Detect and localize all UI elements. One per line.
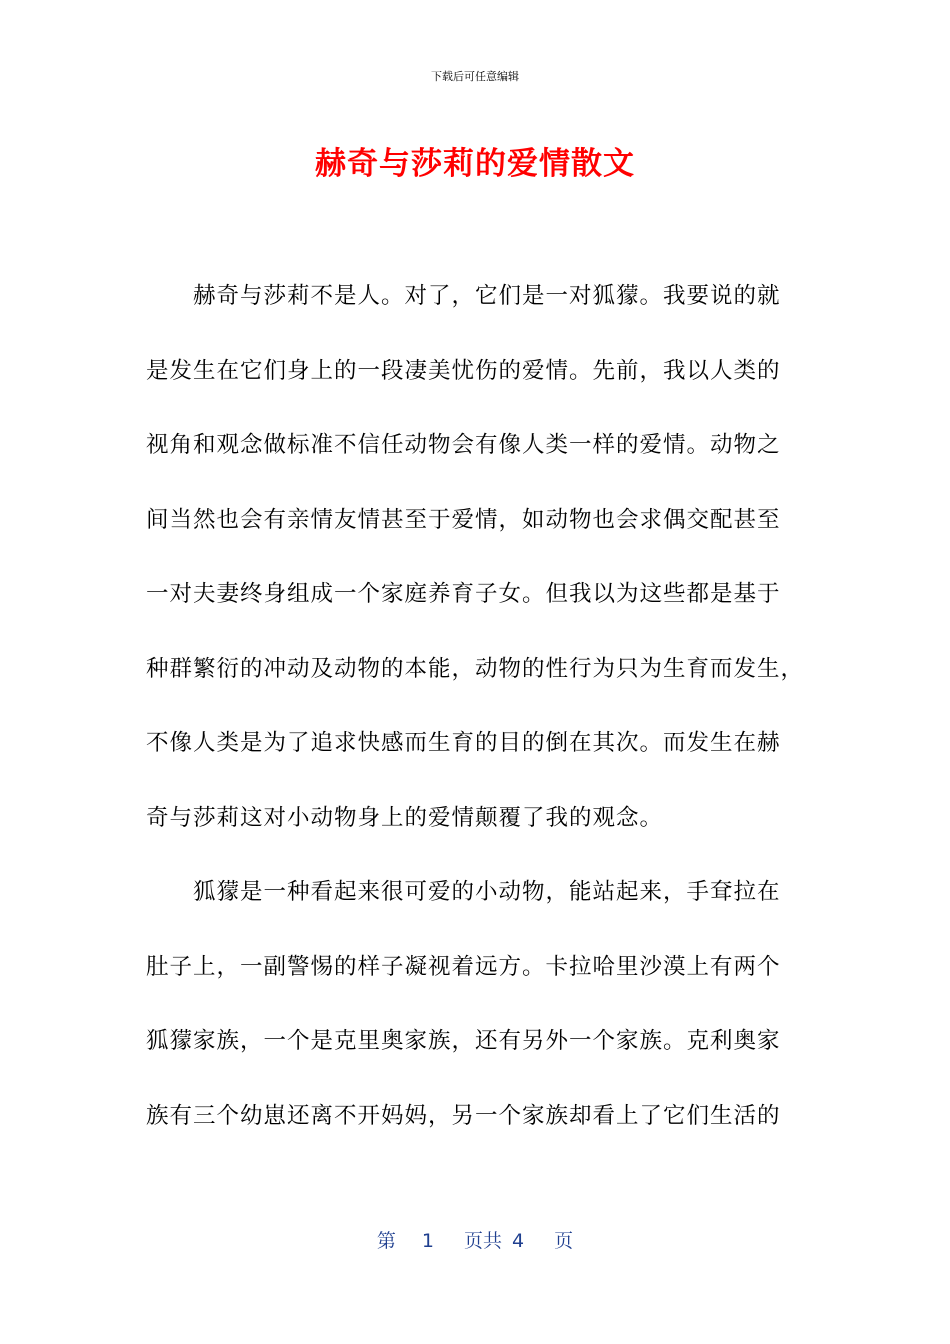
- footer-page-total: 4: [512, 1230, 525, 1252]
- footer-page-suffix: 页: [554, 1230, 574, 1252]
- paragraph-line: 赫奇与莎莉不是人。对了，它们是一对狐獴。我要说的就: [193, 283, 781, 309]
- page-header-note: 下载后可任意编辑: [431, 70, 519, 83]
- paragraph-line: 一对夫妻终身组成一个家庭养育子女。但我以为这些都是基于: [146, 581, 781, 607]
- paragraph-line: 视角和观念做标准不信任动物会有像人类一样的爱情。动物之: [146, 432, 781, 458]
- paragraph-line: 族有三个幼崽还离不开妈妈，另一个家族却看上了它们生活的: [146, 1102, 781, 1129]
- document-body: [146, 272, 816, 1166]
- paragraph-line: 是发生在它们身上的一段凄美忧伤的爱情。先前，我以人类的: [146, 357, 781, 384]
- paragraph-line: 间当然也会有亲情友情甚至于爱情，如动物也会求偶交配甚至: [146, 506, 781, 533]
- footer-page-prefix: 第: [376, 1230, 396, 1252]
- footer-page-current: 1: [421, 1230, 434, 1252]
- paragraph-line: 奇与莎莉这对小动物身上的爱情颠覆了我的观念。: [146, 804, 664, 831]
- document-title: 赫奇与莎莉的爱情散文: [315, 146, 635, 182]
- footer-page-middle: 页共: [463, 1230, 502, 1252]
- paragraph-line: 不像人类是为了追求快感而生育的目的倒在其次。而发生在赫: [146, 730, 781, 756]
- page-footer: [0, 1226, 950, 1253]
- paragraph-line: 肚子上，一副警惕的样子凝视着远方。卡拉哈里沙漠上有两个: [146, 953, 781, 980]
- paragraph-line: 狐獴家族，一个是克里奥家族，还有另外一个家族。克利奥家: [146, 1028, 781, 1054]
- paragraph-line: 狐獴是一种看起来很可爱的小动物，能站起来，手耷拉在: [193, 879, 781, 905]
- paragraph-line: 种群繁衍的冲动及动物的本能，动物的性行为只为生育而发生，: [146, 655, 805, 682]
